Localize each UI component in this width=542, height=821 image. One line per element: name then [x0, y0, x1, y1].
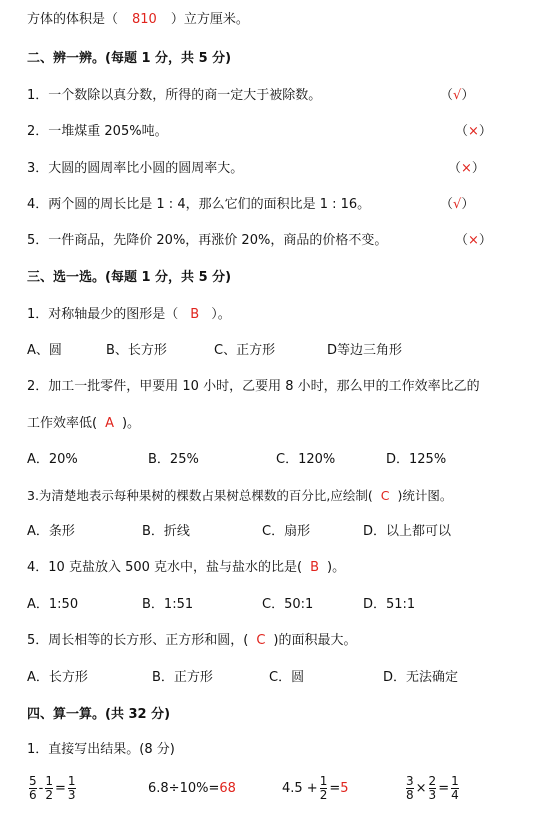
times-sign: ×: [415, 780, 427, 796]
minus-sign: -: [38, 780, 44, 796]
s3-q3-option-b: B．折线: [142, 524, 190, 539]
s3-q1-option-c: C、正方形: [214, 343, 276, 358]
s3-q3-option-c: C．扇形: [262, 524, 311, 539]
math-row: [27, 768, 527, 808]
s2-item-1: 1．一个数除以真分数，所得的商一定大于被除数。: [27, 88, 322, 103]
s3-q2-option-c: C．120%: [276, 452, 336, 467]
check-mark: √: [453, 197, 462, 212]
s3-q2-answer: A: [105, 416, 114, 431]
s3-q2-line2: 工作效率低( A )。: [27, 416, 141, 431]
result-fraction: $\frac{1}{3}$: [67, 773, 76, 802]
section4-title: 四、算一算。(共 32 分): [27, 707, 171, 722]
s3-q3: 3.为清楚地表示每种果树的棵数占果树总棵数的百分比,应绘制( C )统计图。: [27, 488, 453, 503]
check-mark: √: [453, 88, 462, 103]
expr-3: 4.5 + $\frac{1}{2}$ = 5: [282, 773, 349, 802]
s3-q3-option-a: A．条形: [27, 524, 75, 539]
equals-sign: =: [438, 780, 450, 796]
s3-q4-answer: B: [310, 560, 320, 575]
s4-sub1: 1．直接写出结果。(8 分): [27, 742, 175, 757]
s3-q4-option-d: D．51:1: [363, 597, 416, 612]
header-text-before: 方体的体积是（: [27, 12, 119, 27]
s3-q5-answer: C: [256, 633, 266, 648]
s3-q5-option-b: B．正方形: [152, 670, 213, 685]
fraction: $\frac{1}{2}$: [45, 773, 53, 802]
fraction: $\frac{2}{3}$: [428, 773, 437, 802]
s2-item-4: 4．两个圆的周长比是 1 : 4，那么它们的面积比是 1 : 16。: [27, 197, 371, 212]
result-fraction: $\frac{1}{4}$: [451, 773, 459, 802]
s3-q4-option-c: C．50:1: [262, 597, 314, 612]
expr-2-answer: 68: [219, 780, 236, 796]
s3-q4-option-a: A．1:50: [27, 597, 79, 612]
fraction: $\frac{5}{6}$: [29, 773, 37, 802]
s3-q1-option-d: D等边三角形: [327, 343, 403, 358]
s3-q5-option-c: C．圆: [269, 670, 305, 685]
s3-q5: 5．周长相等的长方形、正方形和圆，( C )的面积最大。: [27, 633, 357, 648]
s3-q1-option-b: B、长方形: [106, 343, 167, 358]
s3-q2-option-a: A．20%: [27, 452, 78, 467]
s2-item-5: 5．一件商品，先降价 20%，再涨价 20%，商品的价格不变。: [27, 233, 388, 248]
s3-q4: 4．10 克盐放入 500 克水中，盐与盐水的比是( B )。: [27, 560, 346, 575]
s3-q1: 1．对称轴最少的图形是（ B ）。: [27, 307, 231, 322]
expr-3-answer: 5: [340, 780, 349, 796]
s2-answer-5: （×）: [455, 233, 492, 248]
header-answer: 810: [132, 12, 157, 27]
s3-q5-option-d: D．无法确定: [383, 670, 459, 685]
s2-answer-1: （√）: [440, 88, 475, 103]
expr-4: [404, 768, 461, 808]
cross-mark: ×: [468, 124, 479, 139]
fraction: $\frac{1}{2}$: [319, 773, 328, 802]
s3-q1-option-a: A、圆: [27, 343, 62, 358]
header-text-after: ）立方厘米。: [170, 12, 249, 27]
s2-answer-4: （√）: [440, 197, 475, 212]
s3-q4-option-b: B．1:51: [142, 597, 194, 612]
s2-answer-3: （×）: [448, 161, 485, 176]
s2-item-3: 3．大圆的圆周率比小圆的圆周率大。: [27, 161, 244, 176]
s3-q2-option-d: D．125%: [386, 452, 447, 467]
s3-q3-answer: C: [380, 488, 390, 503]
s3-q2-option-b: B．25%: [148, 452, 199, 467]
s3-q3-option-d: D．以上都可以: [363, 524, 452, 539]
expr-2: 6.8÷10%= 68: [148, 780, 236, 796]
fraction: $\frac{3}{8}$: [406, 773, 414, 802]
s3-q5-option-a: A．长方形: [27, 670, 88, 685]
s3-q2-line1: 2．加工一批零件，甲要用 10 小时，乙要用 8 小时，那么甲的工作效率比乙的: [27, 379, 480, 394]
cross-mark: ×: [468, 233, 479, 248]
equals-sign: =: [54, 780, 66, 796]
cross-mark: ×: [461, 161, 472, 176]
equals-sign: =: [329, 780, 341, 796]
expr-1: [27, 768, 78, 808]
header-line: [27, 11, 249, 29]
s2-item-2: 2．一堆煤重 205%吨。: [27, 124, 168, 139]
s3-q1-answer: B: [190, 307, 200, 322]
section2-title: 二、辨一辨。(每题 1 分，共 5 分): [27, 51, 232, 66]
section3-title: 三、选一选。(每题 1 分，共 5 分): [27, 270, 232, 285]
s2-answer-2: （×）: [455, 124, 492, 139]
